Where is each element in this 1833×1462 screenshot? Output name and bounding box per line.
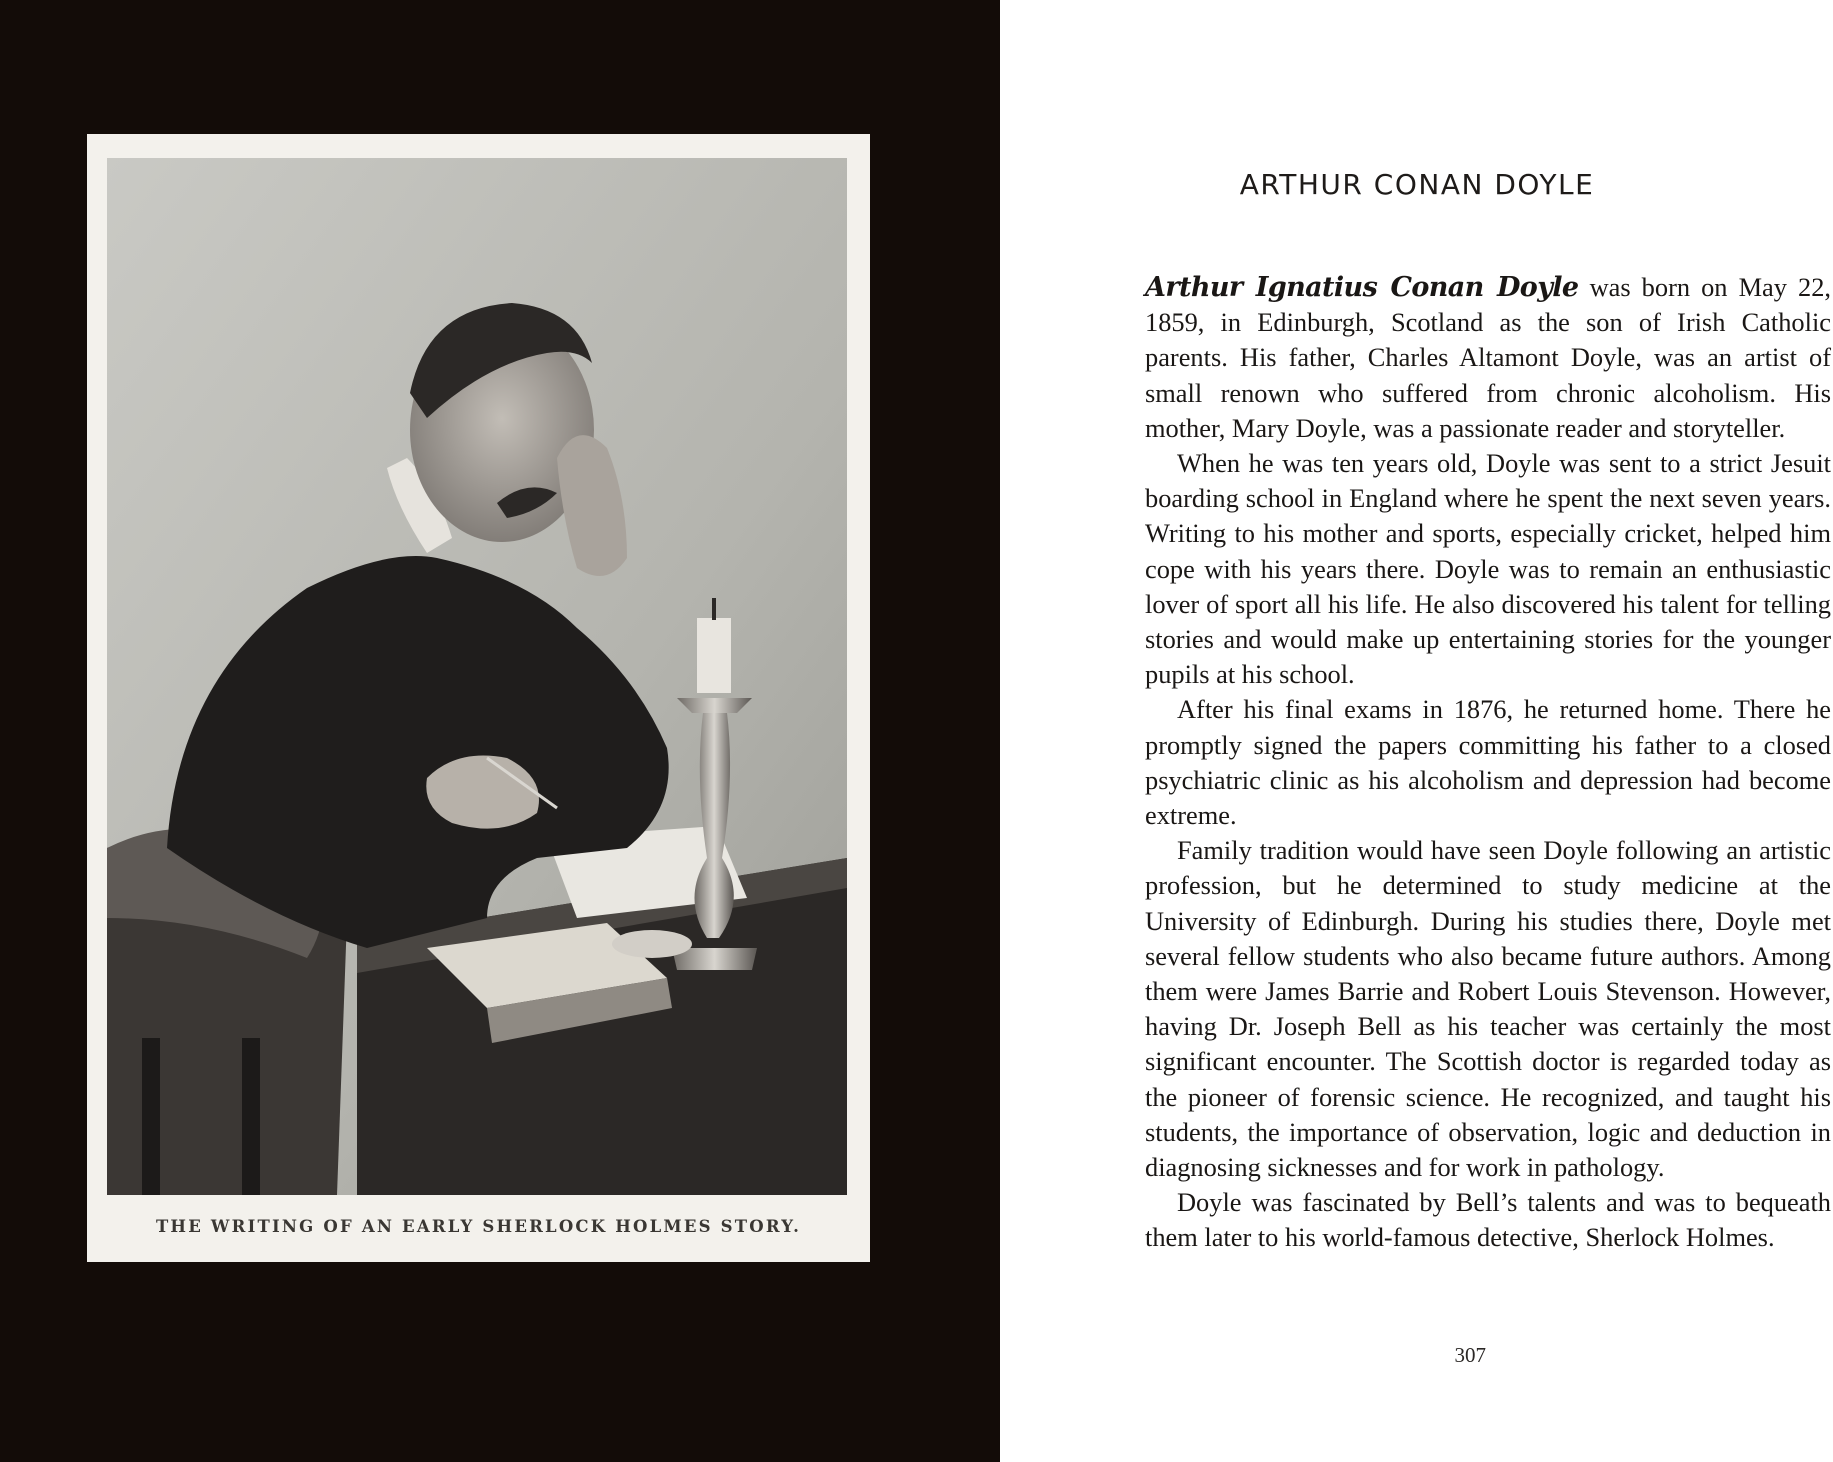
paragraph-text: was born on May 22, 1859, in Edinburgh, Scotland as the son of Irish Catholic parents. His father, Charles Altamont Doyle, was an artist of small renown who suffered from chronic alcoholism. His mother, Mary Doyle, was a passionate reader and storyteller. [1145,272,1831,443]
paragraph [1145,270,1831,446]
paragraph: When he was ten years old, Doyle was sent to a strict Jesuit boarding school in England where he spent the next seven years. Writing to his mother and sports, especially cricket, helped him cope with his years there. Doyle was to remain an enthusiastic lover of sport all his life. He also discovered his talent for telling stories and would make up entertaining stories for the younger pupils at his school. [1145,448,1831,690]
portrait-photo-icon [107,158,847,1195]
paragraph: Family tradition would have seen Doyle following an artistic profession, but he determined to study medicine at the University of Edinburgh. During his studies there, Doyle met several fellow students who also became future authors. Among them were James Barrie and Robert Louis Stevenson. However, having Dr. Joseph Bell as his teacher was certainly the most significant encounter. The Scottish doctor is regarded today as the pioneer of forensic science. He recognized, and taught his students, the importance of observation, logic and deduction in diagnosing sicknesses and for work in pathology. [1145,835,1831,1183]
paragraph: After his final exams in 1876, he returned home. There he promptly signed the papers committing his father to a closed psychiatric clinic as his alcoholism and depression had become extreme. [1145,694,1831,831]
page-number: 307 [1454,1343,1486,1367]
right-page [1000,0,1833,1462]
body-text [1145,270,1831,1256]
paragraph: Doyle was fascinated by Bell’s talents and was to bequeath them later to his world-famous detective, Sherlock Holmes. [1145,1187,1831,1253]
author-name-lead: Arthur Ignatius Conan Doyle [1145,272,1579,303]
chapter-title: ARTHUR CONAN DOYLE [1239,168,1595,201]
portrait-photo [107,158,847,1195]
photo-caption: THE WRITING OF AN EARLY SHERLOCK HOLMES STORY. [155,1217,802,1236]
photo-mount [87,134,870,1262]
